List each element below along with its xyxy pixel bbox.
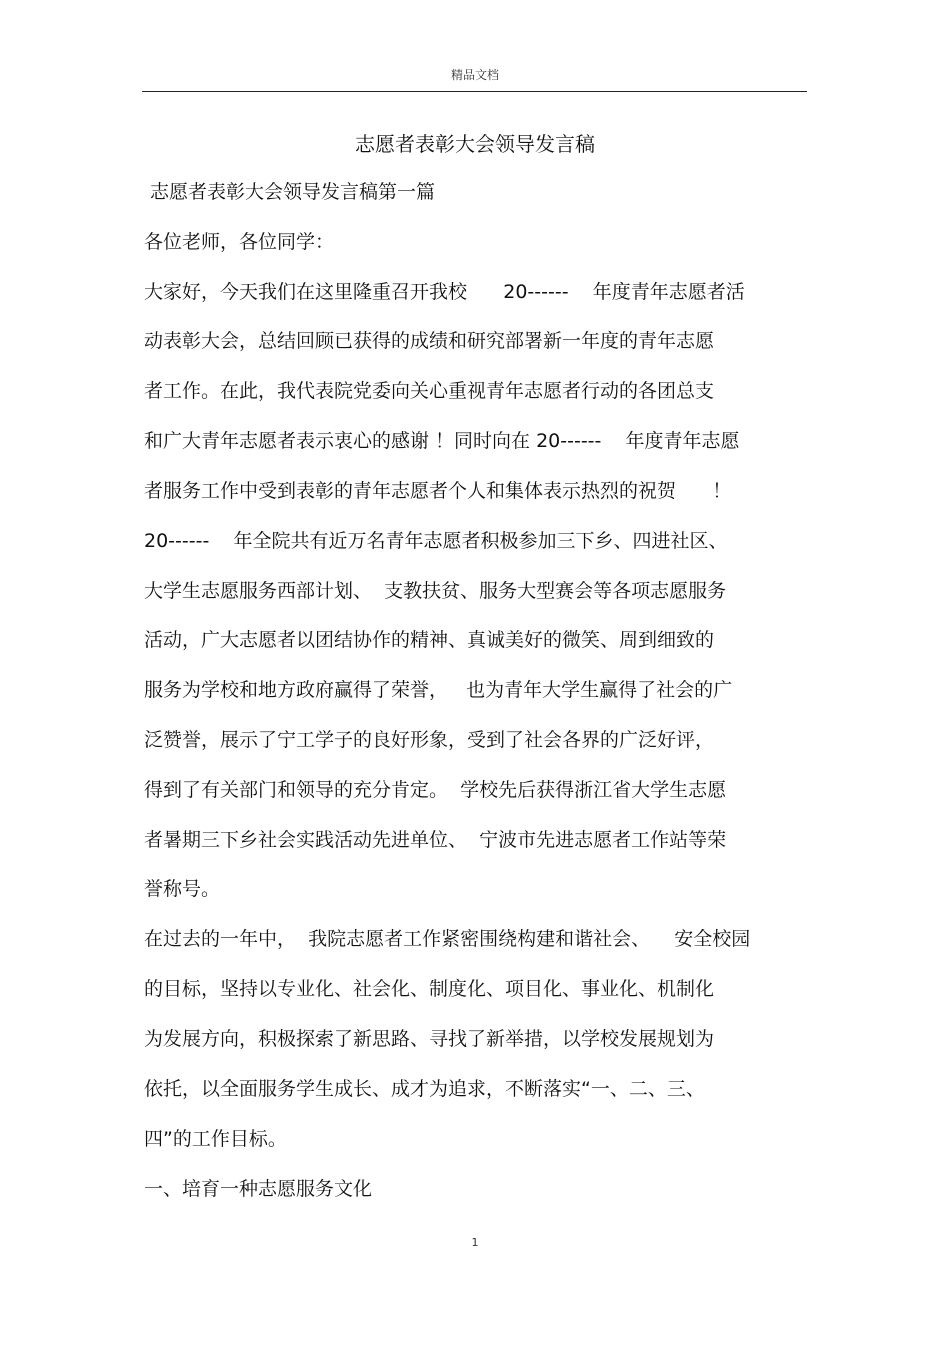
text-line: 活动，广大志愿者以团结协作的精神、真诚美好的微笑、周到细致的 [144,629,715,651]
header-divider [142,91,807,92]
page-number: 1 [471,1236,479,1249]
text-line: 依托，以全面服务学生成长、成才为追求，不断落实“一、二、三、 [144,1078,705,1100]
text-line: 者工作。在此，我代表院党委向关心重视青年志愿者行动的各团总支 [144,380,715,402]
text-line: 服务为学校和地方政府赢得了荣誉， 也为青年大学生赢得了社会的广 [144,679,733,701]
text-line: 在过去的一年中， 我院志愿者工作紧密围绕构建和谐社会、 安全校园 [144,928,751,950]
section-heading: 一、培育一种志愿服务文化 [144,1178,373,1200]
text-line: 四”的工作目标。 [144,1128,287,1150]
text-line: 得到了有关部门和领导的充分肯定。 学校先后获得浙江省大学生志愿 [144,779,727,801]
text-line: 者服务工作中受到表彰的青年志愿者个人和集体表示热烈的祝贺 ！ [144,480,732,502]
text-line: 和广大青年志愿者表示衷心的感谢 ！同时向在 20------ 年度青年志愿 [144,430,740,452]
text-line: 动表彰大会，总结回顾已获得的成绩和研究部署新一年度的青年志愿 [144,330,715,352]
text-line: 誉称号。 [144,878,221,900]
text-line: 20------ 年全院共有近万名青年志愿者积极参加三下乡、四进社区、 [144,530,728,552]
text-line: 为发展方向，积极探索了新思路、寻找了新举措，以学校发展规划为 [144,1028,715,1050]
text-line: 大家好，今天我们在这里隆重召开我校 20------ 年度青年志愿者活 [144,281,745,303]
text-line: 志愿者表彰大会领导发言稿第一篇 [144,181,436,203]
document-title: 志愿者表彰大会领导发言稿 [355,132,595,156]
text-line: 泛赞誉，展示了宁工学子的良好形象，受到了社会各界的广泛好评， [144,729,715,751]
text-line: 者暑期三下乡社会实践活动先进单位、 宁波市先进志愿者工作站等荣 [144,829,727,851]
text-line: 大学生志愿服务西部计划、 支教扶贫、服务大型赛会等各项志愿服务 [144,580,727,602]
text-line: 的目标，坚持以专业化、社会化、制度化、项目化、事业化、机制化 [144,978,715,1000]
page-header: 精品文档 [450,68,499,82]
text-line: 各位老师，各位同学： [144,231,335,253]
